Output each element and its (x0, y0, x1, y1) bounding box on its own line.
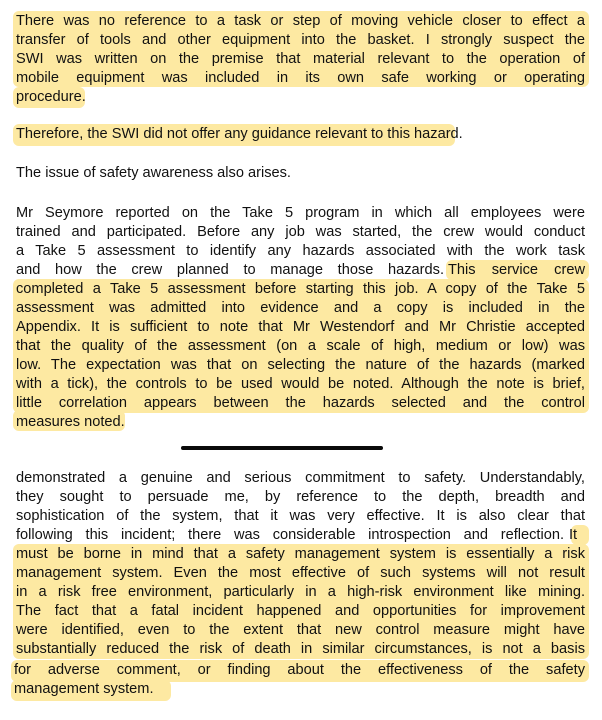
p5-line-1: demonstrated a genuine and serious commitment to safety. Understandably, (16, 470, 585, 486)
p4-line-8: that the quality of the assessment (on a scale of high, medium or low) was (16, 338, 585, 354)
p4-line-2: trained and participated. Before any job was started, the crew would conduct (16, 224, 585, 240)
p4-line-4a (16, 261, 585, 280)
p4-line-4-highlighted: This service crew (448, 262, 585, 278)
p5-line-4 (16, 526, 585, 545)
p5-line-10: substantially reduced the risk of death in similar circumstances, is not a basis (16, 641, 585, 657)
p5-line-3: sophistication of the system, that it was very effective. It is also clear that (16, 508, 585, 524)
p5-line-11: for adverse comment, or finding about the effectiveness of the safety (14, 662, 585, 678)
p2-line-1: Therefore, the SWI did not offer any guidance relevant to this hazard. (16, 126, 463, 142)
p5-line-7: in a risk free environment, particularly in a high-risk environment like mining. (16, 584, 585, 600)
p5-line-9: were identified, even to the extent that new control measure might have (16, 622, 585, 638)
p4-line-1: Mr Seymore reported on the Take 5 program in which all employees were (16, 205, 585, 221)
p5-line-2: they sought to persuade me, by reference to the depth, breadth and (16, 489, 585, 505)
p4-line-9: low. The expectation was that on selecting the nature of the hazards (marked (16, 357, 585, 373)
p4-line-7: Appendix. It is sufficient to note that Mr Westendorf and Mr Christie accepted (16, 319, 585, 335)
p4-line-11: little correlation appears between the hazards selected and the control (16, 395, 585, 411)
p1-line-2: transfer of tools and other equipment into the basket. I strongly suspect the (16, 32, 585, 48)
p5-line-8: The fact that a fatal incident happened and opportunities for improvement (16, 603, 585, 619)
p4-line-12: measures noted. (16, 414, 125, 430)
p5-line-12: management system. (14, 681, 154, 697)
p4-line-3: a Take 5 assessment to identify any hazards associated with the work task (16, 243, 585, 259)
p1-line-3: SWI was written on the premise that material relevant to the operation of (16, 51, 585, 67)
section-divider (181, 446, 383, 450)
p1-line-1: There was no reference to a task or step of moving vehicle closer to effect a (16, 13, 585, 29)
p1-line-5: procedure. (16, 89, 86, 105)
p5-line-4-highlighted: It (569, 527, 578, 543)
p5-line-4-unhighlighted: following this incident; there was considerable introspection and reflection. (16, 527, 564, 543)
p1-line-4: mobile equipment was included in its own safe working or operating (16, 70, 585, 86)
p4-line-5: completed a Take 5 assessment before starting this job. A copy of the Take 5 (16, 281, 585, 297)
p4-line-6: assessment was admitted into evidence and a copy is included in the (16, 300, 585, 316)
p3-line-1: The issue of safety awareness also arises. (16, 165, 291, 181)
p5-line-6: management system. Even the most effective of such systems will not result (16, 565, 585, 581)
p5-line-5: must be borne in mind that a safety management system is essentially a risk (16, 546, 585, 562)
p4-line-10: with a tick), the controls to be used would be noted. Although the note is brief, (16, 376, 585, 392)
p4-line-4-unhighlighted: and how the crew planned to manage those hazards. (16, 262, 444, 278)
